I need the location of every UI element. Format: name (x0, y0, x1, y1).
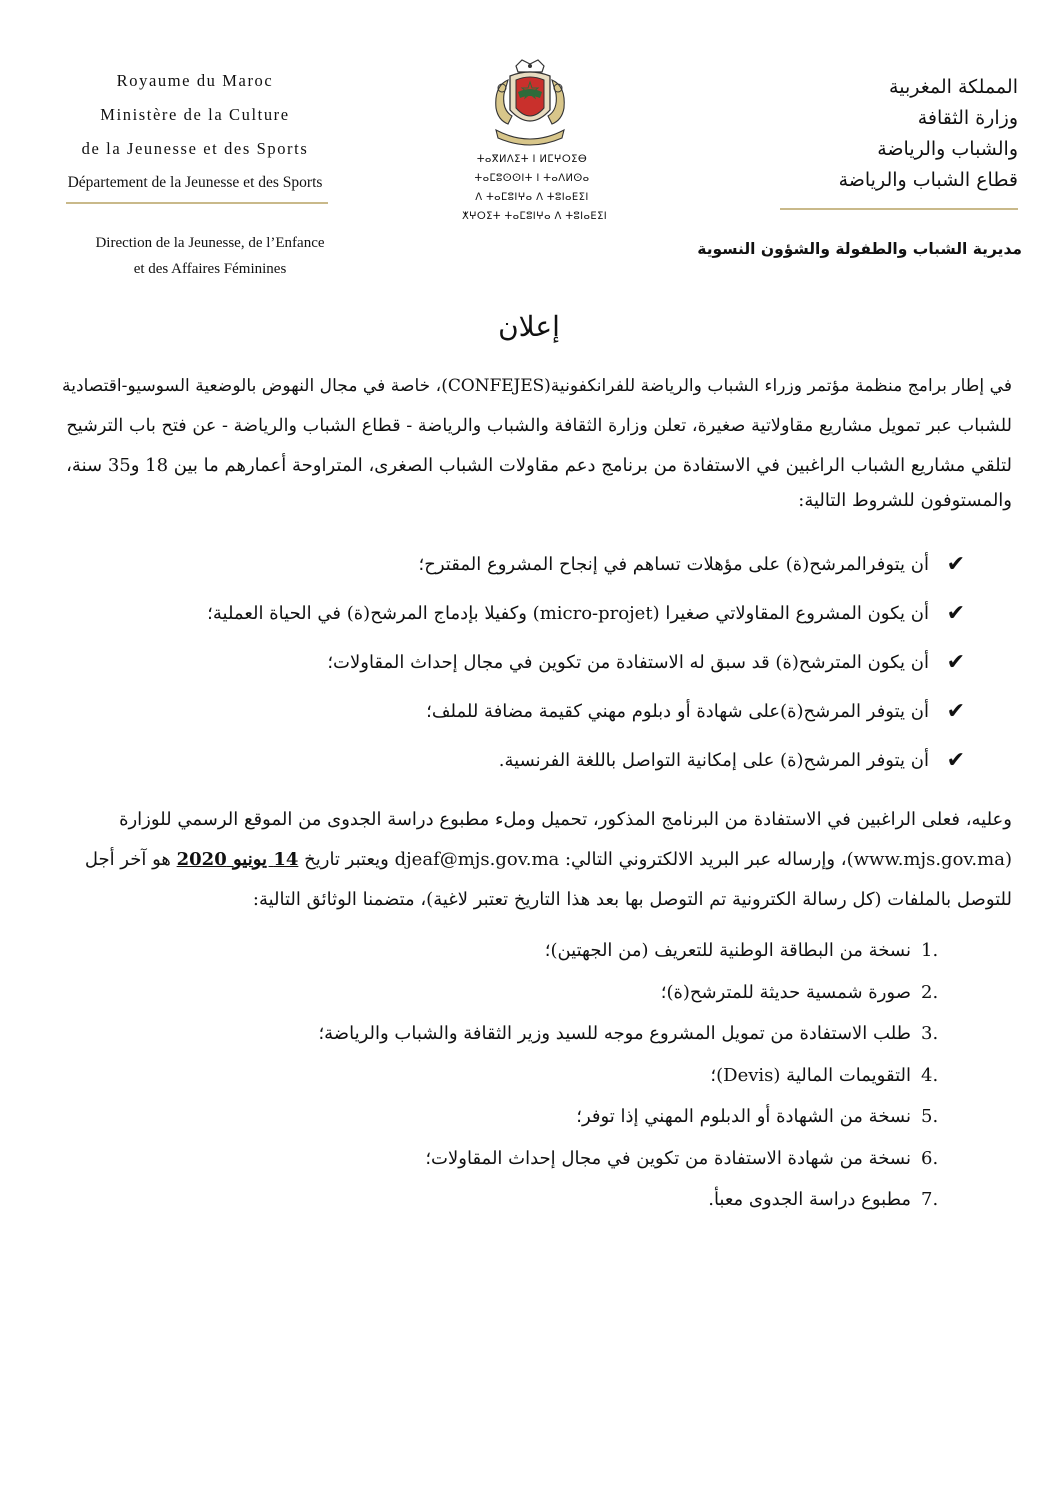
item-number: 4. (921, 1064, 939, 1086)
item-number: 6. (921, 1147, 939, 1169)
list-item (60, 540, 965, 589)
intro-line: والمستوفون للشروط التالية: (798, 490, 1012, 511)
direction-ar: مديرية الشباب والطفولة والشؤون النسوية (697, 240, 1022, 258)
header-tifinagh (462, 150, 608, 226)
instructions-paragraph (60, 800, 1012, 920)
intro-line: في إطار برامج منظمة مؤتمر وزراء الشباب والرياضة للفرانكفونية(CONFEJES)، خاصة في مجال النهوض بالوضعية السوسيو-اقتصادية (62, 376, 1012, 396)
ministry-ar: وزارة الثقافة (917, 107, 1018, 129)
list-item (60, 1055, 965, 1097)
instructions-line: وعليه، فعلى الراغبين في الاستفادة من البرنامج المذكور، تحميل وملء مطبوع دراسة الجدوى من الموقع الرسمي للوزارة (119, 809, 1012, 830)
list-item (60, 736, 965, 785)
item-number: 7. (921, 1189, 939, 1211)
checkmark-icon: ✔ (946, 699, 965, 724)
item-number: 1. (921, 940, 939, 962)
document-text: صورة شمسية حديثة للمترشح(ة)؛ (660, 981, 911, 1003)
header-divider-right (780, 208, 1018, 210)
condition-text: أن يتوفرالمرشح(ة) على مؤهلات تساهم في إنجاح المشروع المقترح؛ (418, 554, 929, 575)
header-divider-left (66, 202, 328, 204)
conditions-list (60, 540, 965, 785)
list-item (60, 687, 965, 736)
intro-line: لتلقي مشاريع الشباب الراغبين في الاستفادة من برنامج دعم مقاولات الشباب الصغرى، المتراوحة أعمارهم ما بين 18 و35 سنة، (66, 455, 1012, 476)
list-item (60, 972, 965, 1014)
checkmark-icon: ✔ (946, 552, 965, 577)
tifinagh-line4: ⵅⵖⵔⵉⵜ ⵜⴰⵎⵓⵏⵖⴰ ⴷ ⵜⵓⵏⴰⴹⵉⵏ (462, 211, 608, 222)
list-item (60, 1179, 965, 1221)
condition-text: أن يكون المشروع المقاولاتي صغيرا (micro-projet) وكفيلا بإدماج المرشح(ة) في الحياة العملية؛ (207, 603, 929, 624)
document-text: التقويمات المالية (Devis)؛ (710, 1064, 911, 1086)
kingdom-fr: Royaume du Maroc (116, 71, 274, 90)
kingdom-ar: المملكة المغربية (889, 76, 1018, 98)
instructions-line: للتوصل بالملفات (كل رسالة الكترونية تم التوصل بها بعد هذا التاريخ تعتبر لاغية)، متضمنا الوثائق التالية: (252, 889, 1012, 910)
department-fr: Département de la Jeunesse et des Sports (67, 174, 323, 191)
direction-fr (60, 230, 360, 282)
document-text: مطبوع دراسة الجدوى معبأ. (708, 1189, 911, 1211)
deadline-date: 14 يونيو 2020 (176, 849, 299, 870)
list-item (60, 589, 965, 638)
list-item (60, 1096, 965, 1138)
list-item (60, 1013, 965, 1055)
condition-text: أن يكون المترشح(ة) قد سبق له الاستفادة من تكوين في مجال إحداث المقاولات؛ (327, 652, 929, 673)
condition-text: أن يتوفر المرشح(ة) على إمكانية التواصل باللغة الفرنسية. (498, 750, 929, 771)
direction-fr-line1: Direction de la Jeunesse, de l’Enfance (95, 235, 325, 251)
intro-paragraph (60, 366, 1012, 516)
moroccan-coat-of-arms-icon (478, 58, 582, 150)
tifinagh-line1: ⵜⴰⴳⵍⴷⵉⵜ ⵏ ⵍⵎⵖⵔⵉⴱ (476, 154, 588, 165)
document-text: طلب الاستفادة من تمويل المشروع موجه للسيد وزير الثقافة والشباب والرياضة؛ (318, 1023, 911, 1045)
instructions-text: هو آخر أجل (84, 849, 171, 870)
document-text: نسخة من الشهادة أو الدبلوم المهني إذا توفر؛ (576, 1106, 911, 1128)
checkmark-icon: ✔ (946, 650, 965, 675)
intro-line: للشباب عبر تمويل مشاريع مقاولاتية صغيرة، تعلن وزارة الثقافة والشباب والرياضة - قطاع الشباب والرياضة - عن فتح باب الترشيح (66, 416, 1012, 436)
condition-text: أن يتوفر المرشح(ة)على شهادة أو دبلوم مهني كقيمة مضافة للملف؛ (426, 701, 929, 722)
list-item (60, 638, 965, 687)
direction-fr-line2: et des Affaires Féminines (133, 261, 287, 277)
item-number: 5. (921, 1106, 939, 1128)
item-number: 2. (921, 981, 939, 1003)
instructions-text: (www.mjs.gov.ma)، وإرساله عبر البريد الالكتروني التالي: djeaf@mjs.gov.ma ويعتبر تاريخ (304, 849, 1012, 870)
document-text: نسخة من البطاقة الوطنية للتعريف (من الجهتين)؛ (544, 940, 911, 962)
documents-list (60, 930, 965, 1221)
tifinagh-line2: ⵜⴰⵎⵓⵙⵙⵏⵜ ⵏ ⵜⴰⴷⵍⵙⴰ (474, 173, 590, 184)
header-french (60, 64, 330, 204)
page-title: إعلان (498, 310, 560, 343)
list-item (60, 1138, 965, 1180)
tifinagh-line3: ⴷ ⵜⴰⵎⵓⵏⵖⴰ ⴷ ⵜⵓⵏⴰⴹⵉⵏ (475, 192, 589, 203)
document-text: نسخة من شهادة الاستفادة من تكوين في مجال إحداث المقاولات؛ (425, 1147, 911, 1169)
ministry-ar-2: والشباب والرياضة (877, 138, 1018, 160)
checkmark-icon: ✔ (946, 601, 965, 626)
item-number: 3. (921, 1023, 939, 1045)
department-ar: قطاع الشباب والرياضة (838, 169, 1018, 191)
ministry-fr-2: de la Jeunesse et des Sports (81, 139, 309, 158)
header-arabic (778, 72, 1018, 210)
list-item (60, 930, 965, 972)
ministry-fr: Ministère de la Culture (100, 105, 290, 124)
instructions-line (60, 840, 1012, 880)
checkmark-icon: ✔ (946, 748, 965, 773)
